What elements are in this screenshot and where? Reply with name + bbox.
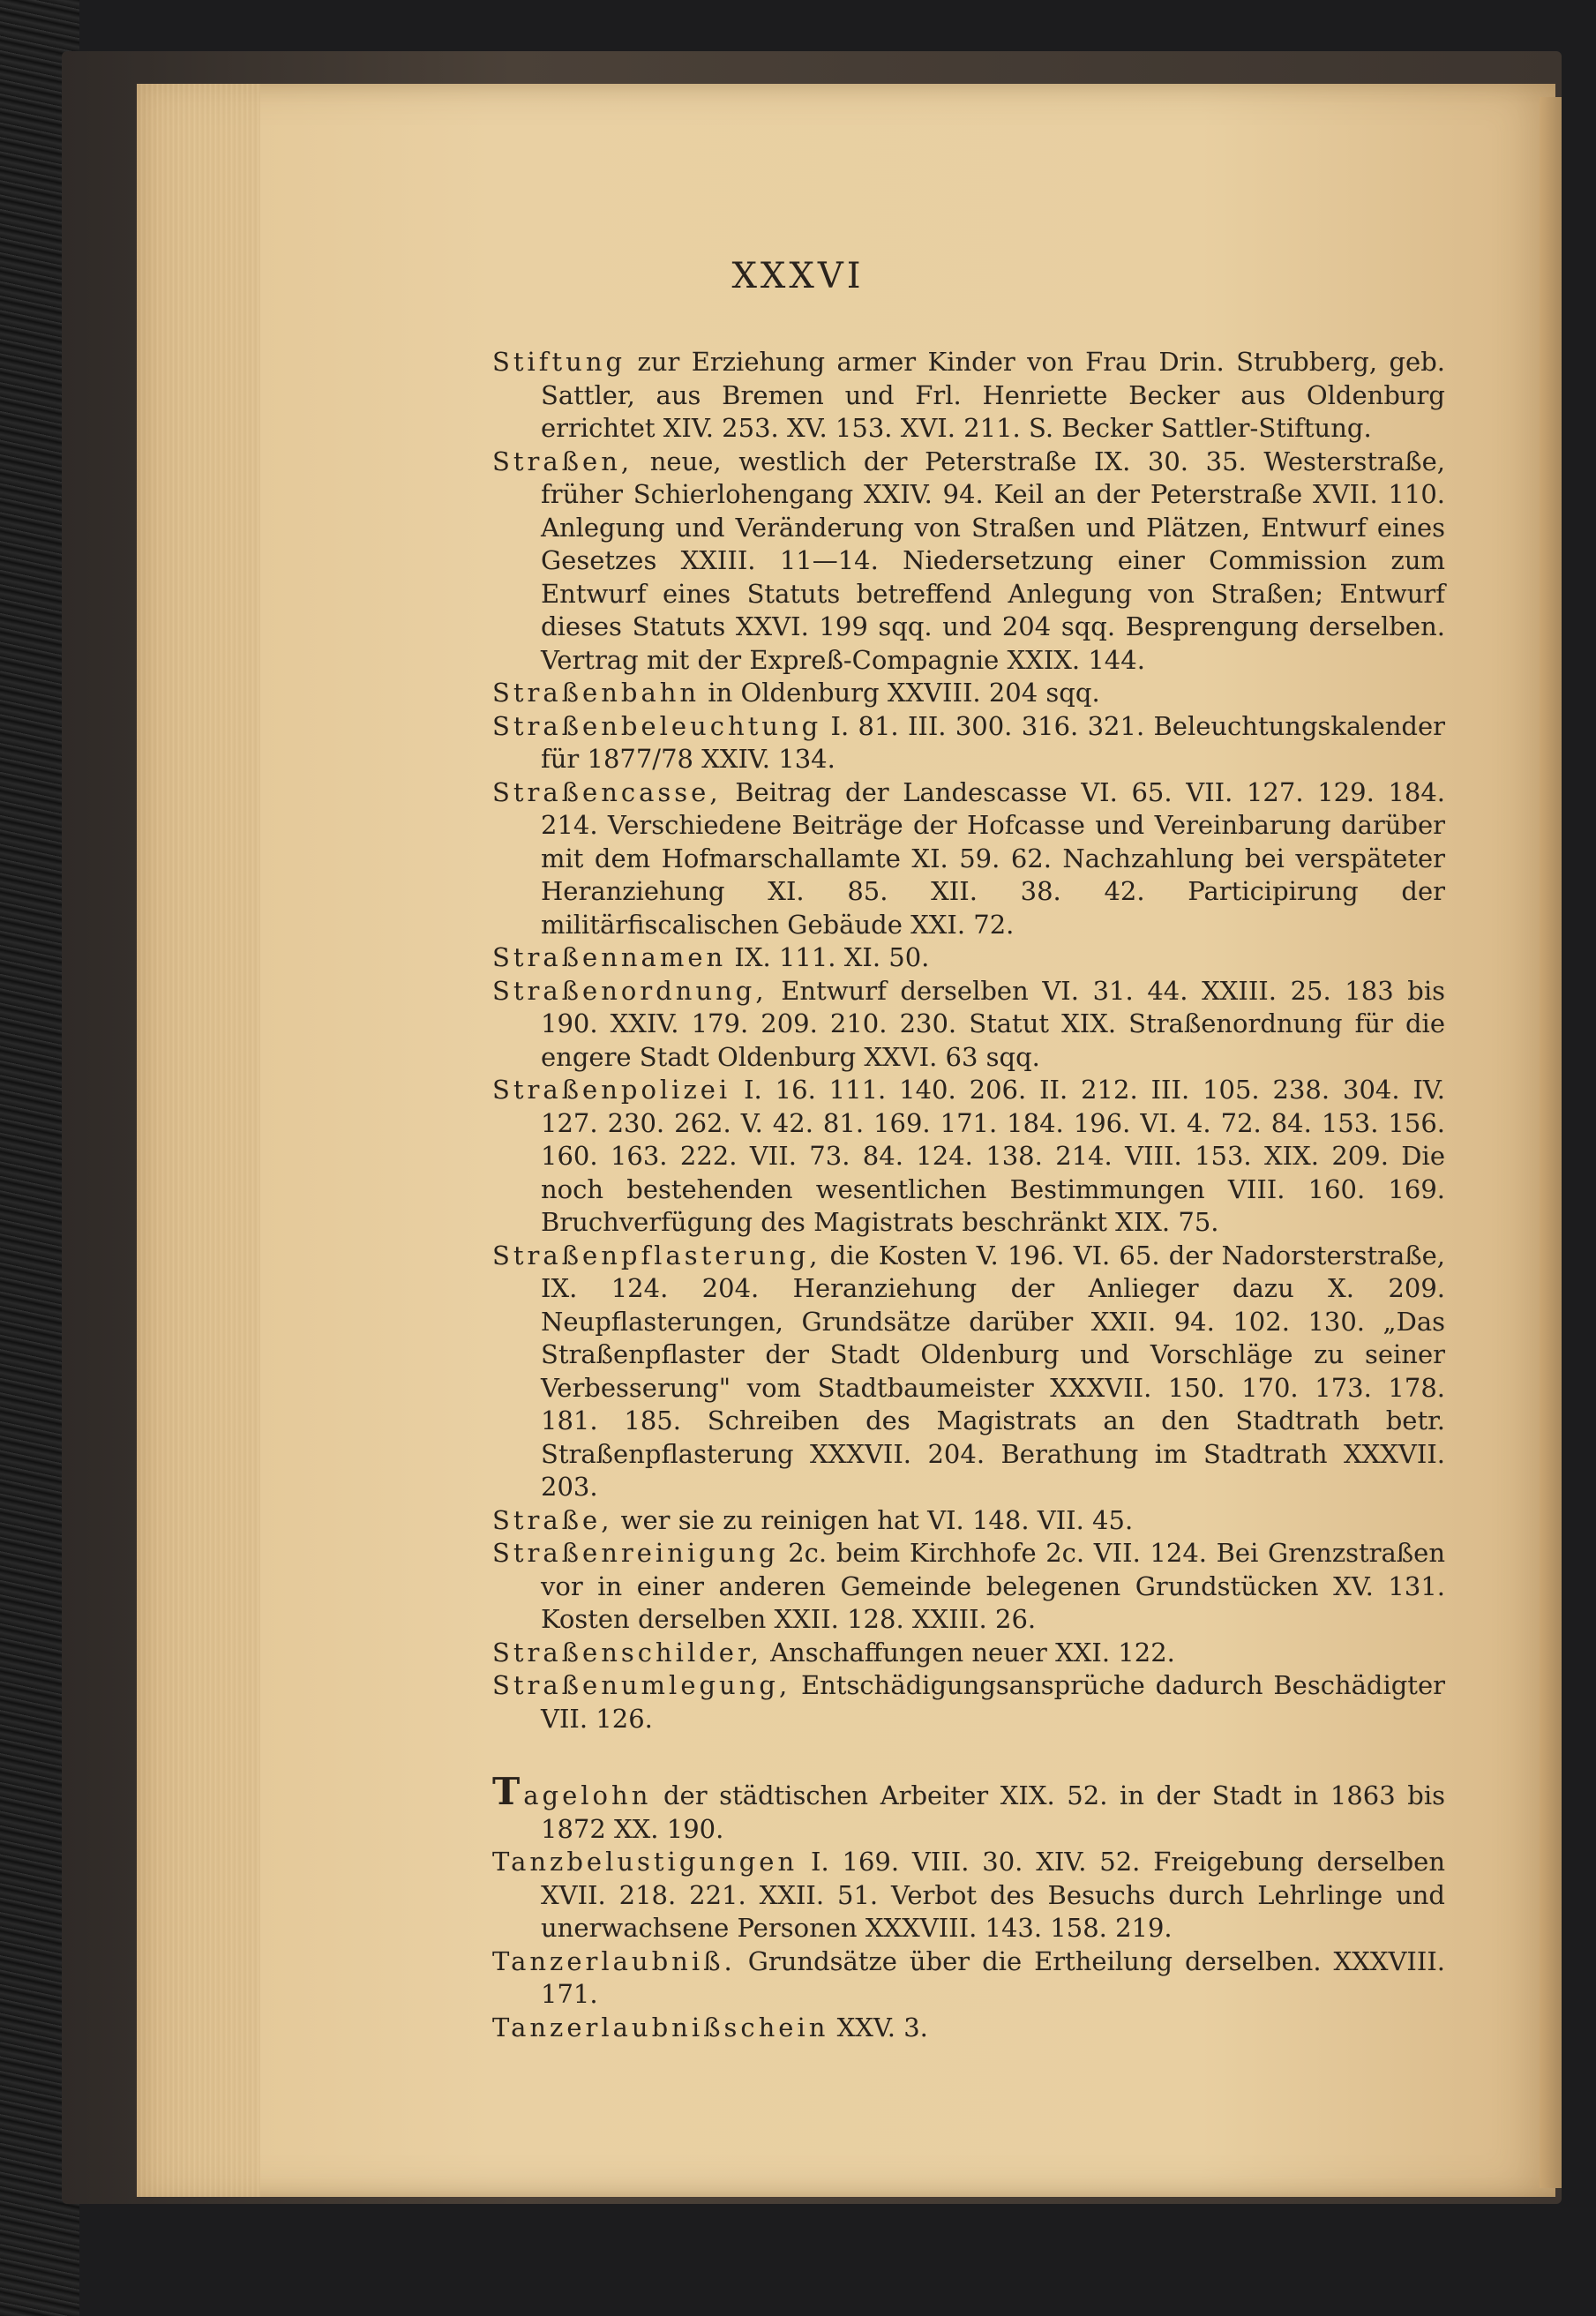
entry-text: IX. 111. XI. 50. bbox=[734, 942, 930, 972]
index-entry bbox=[492, 975, 1445, 1075]
index-content bbox=[492, 346, 1445, 2044]
entry-text: I. 81. III. 300. 316. 321. Beleuchtungskalender für 1877/78 XXIV. 134. bbox=[541, 710, 1445, 774]
entry-text: wer sie zu reinigen hat VI. 148. VII. 45. bbox=[620, 1504, 1134, 1535]
entry-keyword: Tanzbelustigungen bbox=[492, 1847, 798, 1877]
index-entry bbox=[492, 941, 1445, 975]
entry-text: neue, westlich der Peterstraße IX. 30. 35. Westerstraße, früher Schierlohengang XXIV. 94. Keil an der Peterstraße XVII. 110. Anlegung und Veränderung von Straßen und Plätzen, Entwurf eines Gesetzes XXIII. 11—14. Niedersetzung einer Commission zum Entwurf eines Statuts betreffend Anlegung von Straßen; Entwurf dieses Statuts XXVI. 199 sqq. und 204 sqq. Besprengung derselben. Vertrag mit der Expreß-Compagnie XXIX. 144. bbox=[541, 446, 1445, 675]
entry-text: Entschädigungsansprüche dadurch Beschädigter VII. 126. bbox=[541, 1670, 1445, 1734]
entry-keyword-rest: agelohn bbox=[523, 1780, 652, 1810]
entry-keyword: Straßencasse, bbox=[492, 776, 722, 807]
entry-text: Grundsätze über die Ertheilung derselben. XXXVIII. 171. bbox=[541, 1945, 1445, 2009]
section-gap bbox=[492, 1735, 1445, 1775]
index-entry bbox=[492, 677, 1445, 710]
entry-keyword: Straßenumlegung, bbox=[492, 1670, 791, 1700]
entry-text: XXV. 3. bbox=[836, 2012, 928, 2042]
entry-keyword: Tanzerlaubniß. bbox=[492, 1945, 736, 1976]
entry-text: zur Erziehung armer Kinder von Frau Drin. Strubberg, geb. Sattler, aus Bremen und Frl. Henriette Becker aus Oldenburg errichtet XIV. 253. XV. 153. XVI. 211. S. Becker Sattler-Stiftung. bbox=[541, 347, 1445, 443]
entry-keyword: Straßenpflasterung, bbox=[492, 1240, 821, 1270]
index-entry bbox=[492, 1669, 1445, 1735]
index-entry bbox=[492, 446, 1445, 678]
entry-text: in Oldenburg XXVIII. 204 sqq. bbox=[708, 678, 1100, 708]
index-entry bbox=[492, 1945, 1445, 2012]
entry-keyword: Straße, bbox=[492, 1504, 613, 1535]
index-entry bbox=[492, 1770, 1445, 1846]
entry-keyword: Straßenbeleuchtung bbox=[492, 710, 822, 741]
page-right-edge bbox=[1540, 97, 1562, 2188]
entry-text: der städtischen Arbeiter XIX. 52. in der Stadt in 1863 bis 1872 XX. 190. bbox=[541, 1780, 1445, 1844]
entry-keyword: Straßenordnung, bbox=[492, 975, 768, 1006]
entry-keyword: Straßenpolizei bbox=[492, 1075, 731, 1105]
entry-text: Entwurf derselben VI. 31. 44. XXIII. 25. 183 bis 190. XXIV. 179. 209. 210. 230. Statut XIX. Straßenordnung für die engere Stadt Oldenburg XXVI. 63 sqq. bbox=[541, 975, 1445, 1072]
entry-text: Anschaffungen neuer XXI. 122. bbox=[770, 1637, 1175, 1668]
index-entry bbox=[492, 1504, 1445, 1538]
entry-text: Beitrag der Landescasse VI. 65. VII. 127. 129. 184. 214. Verschiedene Beiträge der Hofcasse und Vereinbarung darüber mit dem Hofmarschallamte XI. 59. 62. Nachzahlung bei verspäteter Heranziehung XI. 85. XII. 38. 42. Participirung der militärfiscalischen Gebäude XXI. 72. bbox=[541, 776, 1446, 940]
page-number: XXXVI bbox=[731, 256, 865, 296]
index-entry bbox=[492, 710, 1445, 776]
entry-keyword: Straßenreinigung bbox=[492, 1538, 779, 1568]
entry-keyword: Straßenschilder, bbox=[492, 1637, 762, 1668]
index-entry bbox=[492, 346, 1445, 446]
entry-keyword bbox=[492, 1770, 652, 1813]
index-entry bbox=[492, 1074, 1445, 1240]
index-entry bbox=[492, 776, 1445, 942]
entry-text: 2c. beim Kirchhofe 2c. VII. 124. Bei Grenzstraßen vor in einer anderen Gemeinde belegenen Grundstücken XV. 131. Kosten derselben XXII. 128. XXIII. 26. bbox=[541, 1538, 1445, 1634]
entry-keyword: Straßenbahn bbox=[492, 678, 701, 708]
entry-text: die Kosten V. 196. VI. 65. der Nadorsterstraße, IX. 124. 204. Heranziehung der Anlieger dazu X. 209. Neupflasterungen, Grundsätze darüber XXII. 94. 102. 130. „Das Straßenpflaster der Stadt Oldenburg und Vorschläge zu seiner Verbesserung" vom Stadtbaumeister XXXVII. 150. 170. 173. 178. 181. 185. Schreiben des Magistrats an den Stadtrath betr. Straßenpflasterung XXXVII. 204. Berathung im Stadtrath XXXVII. 203. bbox=[541, 1240, 1446, 1502]
entry-keyword: Stiftung bbox=[492, 347, 626, 377]
index-entry bbox=[492, 1537, 1445, 1637]
entry-text: I. 169. VIII. 30. XIV. 52. Freigebung derselben XVII. 218. 221. XXII. 51. Verbot des Besuchs durch Lehrlinge und unerwachsene Personen XXXVIII. 143. 158. 219. bbox=[541, 1847, 1445, 1943]
index-entry bbox=[492, 2012, 1445, 2045]
page-edges bbox=[137, 84, 260, 2197]
section-initial: T bbox=[492, 1770, 524, 1813]
index-entry bbox=[492, 1240, 1445, 1504]
entry-keyword: Tanzerlaubnißschein bbox=[492, 2012, 829, 2042]
entry-keyword: Straßen, bbox=[492, 446, 633, 476]
entry-text: I. 16. 111. 140. 206. II. 212. III. 105. 238. 304. IV. 127. 230. 262. V. 42. 81. 169. 171. 184. 196. VI. 4. 72. 84. 153. 156. 160. 163. 222. VII. 73. 84. 124. 138. 214. VIII. 153. XIX. 209. Die noch bestehenden wesentlichen Bestimmungen VIII. 160. 169. Bruchverfügung des Magistrats beschränkt XIX. 75. bbox=[541, 1075, 1446, 1237]
index-entry bbox=[492, 1846, 1445, 1945]
entry-keyword: Straßennamen bbox=[492, 942, 727, 972]
index-entry bbox=[492, 1637, 1445, 1670]
